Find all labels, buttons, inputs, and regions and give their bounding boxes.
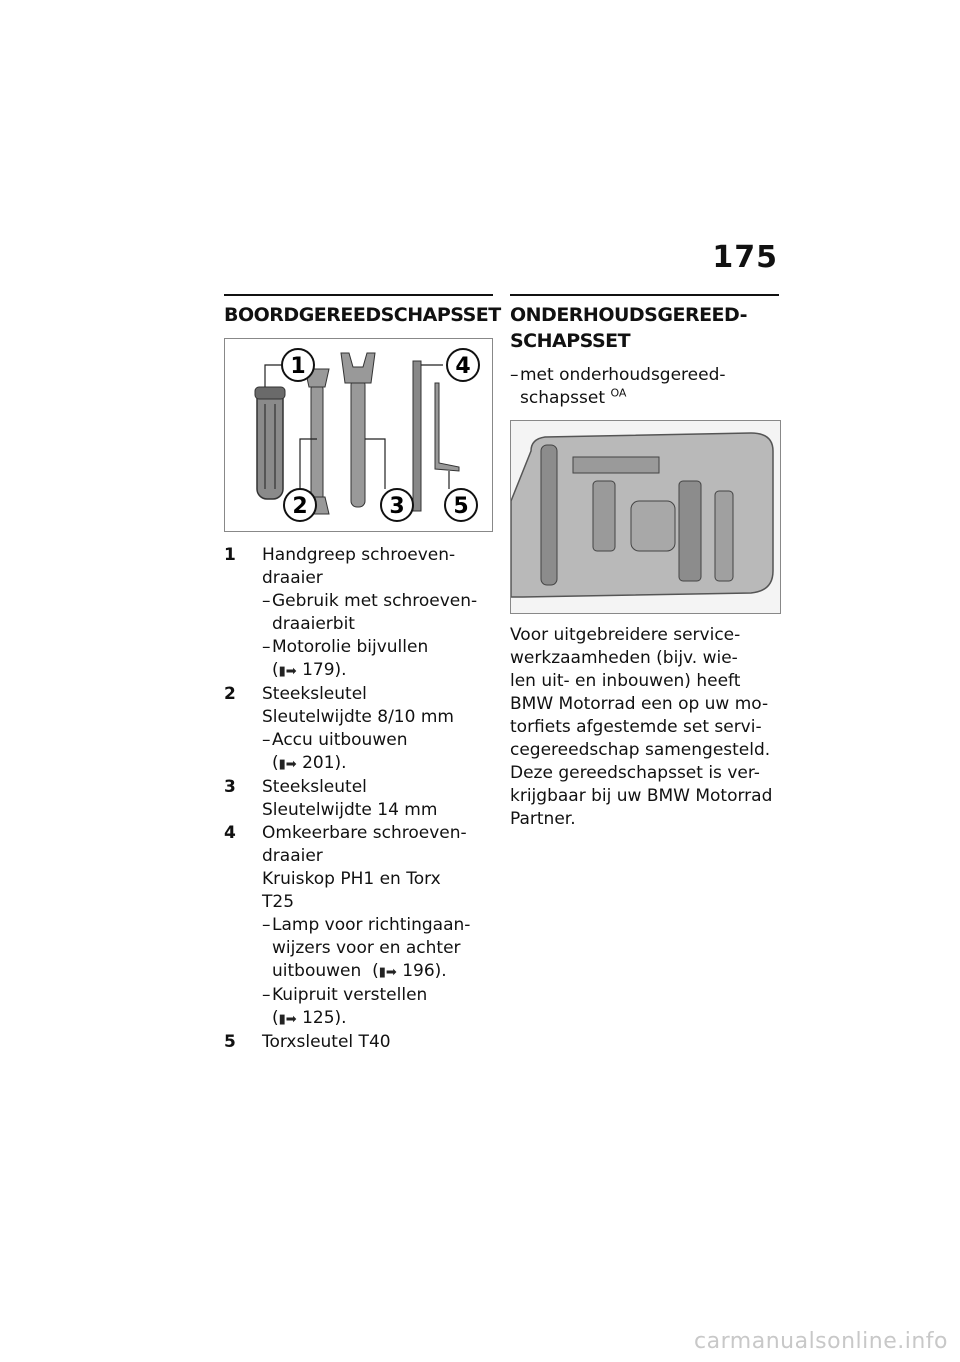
page-ref-arrow-icon: ▮➡: [378, 965, 397, 980]
legend-text: Sleutelwijdte 8/10 mm: [262, 707, 454, 727]
legend-text: T25: [262, 892, 295, 912]
legend-item-5: [224, 1031, 493, 1054]
handle-cap: [255, 387, 285, 399]
tray-tool: [593, 481, 615, 551]
svg-text:1: 1: [290, 354, 306, 379]
toolkit-illustration: [225, 339, 492, 531]
svg-text:4: 4: [455, 354, 471, 379]
legend-text: Kruiskop PH1 en Torx: [262, 869, 441, 889]
legend-item-2: [224, 683, 493, 776]
legend-number: 5: [224, 1032, 236, 1052]
legend-subitem: – Gebruik met schroeven- draaierbit: [262, 591, 478, 634]
svg-text:5: 5: [453, 494, 469, 519]
callout-2: [284, 489, 316, 521]
legend-text: Steeksleutel: [262, 684, 367, 704]
legend-item-1: [224, 544, 493, 683]
legend-text: draaier: [262, 846, 323, 866]
page-reference[interactable]: (▮➡ 125).: [272, 1008, 347, 1028]
legend-text: draaier: [262, 568, 323, 588]
page-reference[interactable]: (▮➡ 179).: [272, 660, 347, 680]
tray-tool: [715, 491, 733, 581]
page-ref-arrow-icon: ▮➡: [278, 1012, 297, 1027]
service-kit-figure: [510, 420, 781, 614]
section-rule: [224, 294, 493, 296]
screwdriver-shaft: [413, 361, 421, 511]
callout-4: [447, 349, 479, 381]
page-reference[interactable]: (▮➡ 201).: [272, 753, 347, 773]
section-heading: ONDERHOUDSGEREED- SCHAPSSET: [510, 304, 748, 352]
handle-shape: [257, 389, 283, 499]
section-heading: BOORDGEREEDSCHAPSSET: [224, 304, 501, 326]
section-rule: [510, 294, 779, 296]
legend-number: 4: [224, 823, 236, 843]
legend-text: Sleutelwijdte 14 mm: [262, 800, 438, 820]
legend-number: 3: [224, 777, 236, 797]
callout-5: [445, 489, 477, 521]
legend-text: Handgreep schroeven-: [262, 545, 456, 565]
torx-key-shape: [435, 383, 459, 471]
toolkit-figure: [224, 338, 493, 532]
callout-3: [381, 489, 413, 521]
spanner-small-shape: [311, 384, 323, 504]
svg-text:2: 2: [292, 494, 308, 519]
tray-tool: [541, 445, 557, 585]
service-kit-illustration: [511, 421, 780, 613]
legend-item-3: [224, 776, 493, 822]
legend-number: 2: [224, 684, 236, 704]
left-column: [224, 294, 501, 1054]
watermark: carmanualsonline.info: [694, 1329, 948, 1354]
tray-tool: [679, 481, 701, 581]
legend-text: Torxsleutel T40: [262, 1032, 391, 1052]
tray-fitting: [631, 501, 675, 551]
socket-row: [573, 457, 659, 473]
spanner-large-shape: [351, 379, 365, 507]
page-reference[interactable]: uitbouwen (▮➡ 196).: [272, 961, 447, 981]
callout-1: [282, 349, 314, 381]
legend-subitem: – Lamp voor richtingaan- wijzers voor en achter uitbouwen (▮➡ 196).: [262, 914, 493, 984]
service-paragraph: Voor uitgebreidere service- werkzaamheden (bijv. wie- len uit- en inbouwen) heeft BMW Motorrad een op uw mo- torfiets afgestemde set servi- cegereedschap samengesteld. Deze gereedschapsset is ver- krijgbaar bij uw BMW Motorrad Partner.: [510, 625, 773, 829]
svg-text:3: 3: [389, 494, 405, 519]
right-column: [510, 294, 779, 831]
page-ref-arrow-icon: ▮➡: [278, 757, 297, 772]
bullet-item: – met onderhoudsgereed- schapsset $^{OA}$: [510, 365, 726, 408]
legend-item-4: [224, 822, 493, 1031]
page-ref-arrow-icon: ▮➡: [278, 664, 297, 679]
option-superscript: OA: [610, 386, 627, 400]
page-number: 175: [712, 240, 778, 275]
legend-subitem: – Accu uitbouwen (▮➡ 201).: [262, 729, 493, 776]
legend-subitem: – Motorolie bijvullen (▮➡ 179).: [262, 636, 493, 683]
legend-number: 1: [224, 545, 236, 565]
legend-subitem: – Kuipruit verstellen (▮➡ 125).: [262, 984, 493, 1031]
legend-text: Steeksleutel: [262, 777, 367, 797]
legend-text: Omkeerbare schroeven-: [262, 823, 467, 843]
